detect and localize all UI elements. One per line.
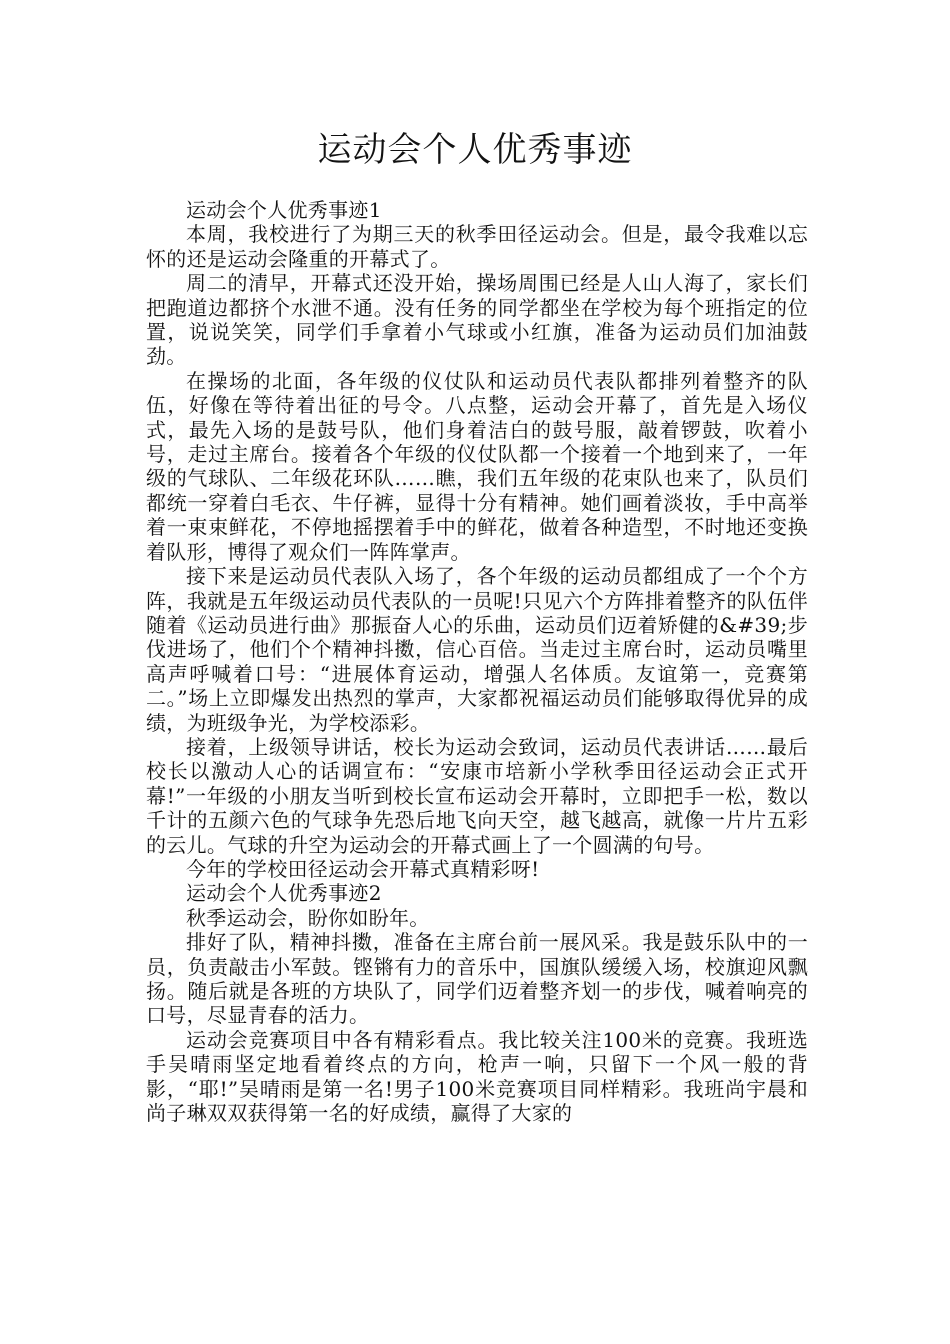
paragraph: 排好了队，精神抖擞，准备在主席台前一展风采。我是鼓乐队中的一员，负责敲击小军鼓。铿锵有力的音乐中，国旗队缓缓入场，校旗迎风飘扬。随后就是各班的方块队了，同学们迈着整齐划一的步伐，喊着响亮的口号，尽显青春的活力。 (146, 930, 808, 1028)
paragraph: 秋季运动会，盼你如盼年。 (186, 905, 430, 930)
document-title: 运动会个人优秀事迹 (317, 130, 633, 170)
paragraph-heading-2: 运动会个人优秀事迹2 (186, 881, 382, 906)
paragraph: 接下来是运动员代表队入场了，各个年级的运动员都组成了一个个方阵，我就是五年级运动员代表队的一员呢!只见六个方阵排着整齐的队伍伴随着《运动员进行曲》那振奋人心的乐曲，运动员们迈着矫健的&#39;步伐进场了，他们个个精神抖擞，信心百倍。当走过主席台时，运动员嘴里高声呼喊着口号：“进展体育运动，增强人名体质。友谊第一，竞赛第二。”场上立即爆发出热烈的掌声，大家都祝福运动员们能够取得优异的成绩，为班级争光，为学校添彩。 (146, 564, 808, 735)
paragraph: 运动会竞赛项目中各有精彩看点。我比较关注100米的竞赛。我班选手吴晴雨坚定地看着终点的方向，枪声一响，只留下一个风一般的背影，“耶!”吴晴雨是第一名!男子100米竞赛项目同样精彩。我班尚宇晨和尚子琳双双获得第一名的好成绩，赢得了大家的 (146, 1027, 808, 1126)
paragraph: 在操场的北面，各年级的仪仗队和运动员代表队都排列着整齐的队伍，好像在等待着出征的号令。八点整，运动会开幕了，首先是入场仪式，最先入场的是鼓号队，他们身着洁白的鼓号服，敲着锣鼓，吹着小号，走过主席台。接着各个年级的仪仗队都一个接着一个地到来了，一年级的气球队、二年级花环队……瞧，我们五年级的花束队也来了，队员们都统一穿着白毛衣、牛仔裤，显得十分有精神。她们画着淡妆，手中高举着一束束鲜花，不停地摇摆着手中的鲜花，做着各种造型，不时地还变换着队形，博得了观众们一阵阵掌声。 (146, 368, 808, 564)
paragraph-heading-1: 运动会个人优秀事迹1 (186, 198, 382, 222)
paragraph: 今年的学校田径运动会开幕式真精彩呀! (186, 856, 540, 881)
paragraph: 周二的清早，开幕式还没开始，操场周围已经是人山人海了，家长们把跑道边都挤个水泄不通。没有任务的同学都坐在学校为每个班指定的位置，说说笑笑，同学们手拿着小气球或小红旗，准备为运动员们加油鼓劲。 (146, 271, 808, 369)
document-body (146, 198, 808, 1125)
paragraph: 本周，我校进行了为期三天的秋季田径运动会。但是，最令我难以忘怀的还是运动会隆重的开幕式了。 (146, 222, 808, 271)
paragraph: 接着，上级领导讲话，校长为运动会致词，运动员代表讲话……最后校长以激动人心的话调宣布：“安康市培新小学秋季田径运动会正式开幕!”一年级的小朋友当听到校长宣布运动会开幕时，立即把手一松，数以千计的五颜六色的气球争先恐后地飞向天空，越飞越高，就像一片片五彩的云儿。气球的升空为运动会的开幕式画上了一个圆满的句号。 (146, 734, 808, 857)
